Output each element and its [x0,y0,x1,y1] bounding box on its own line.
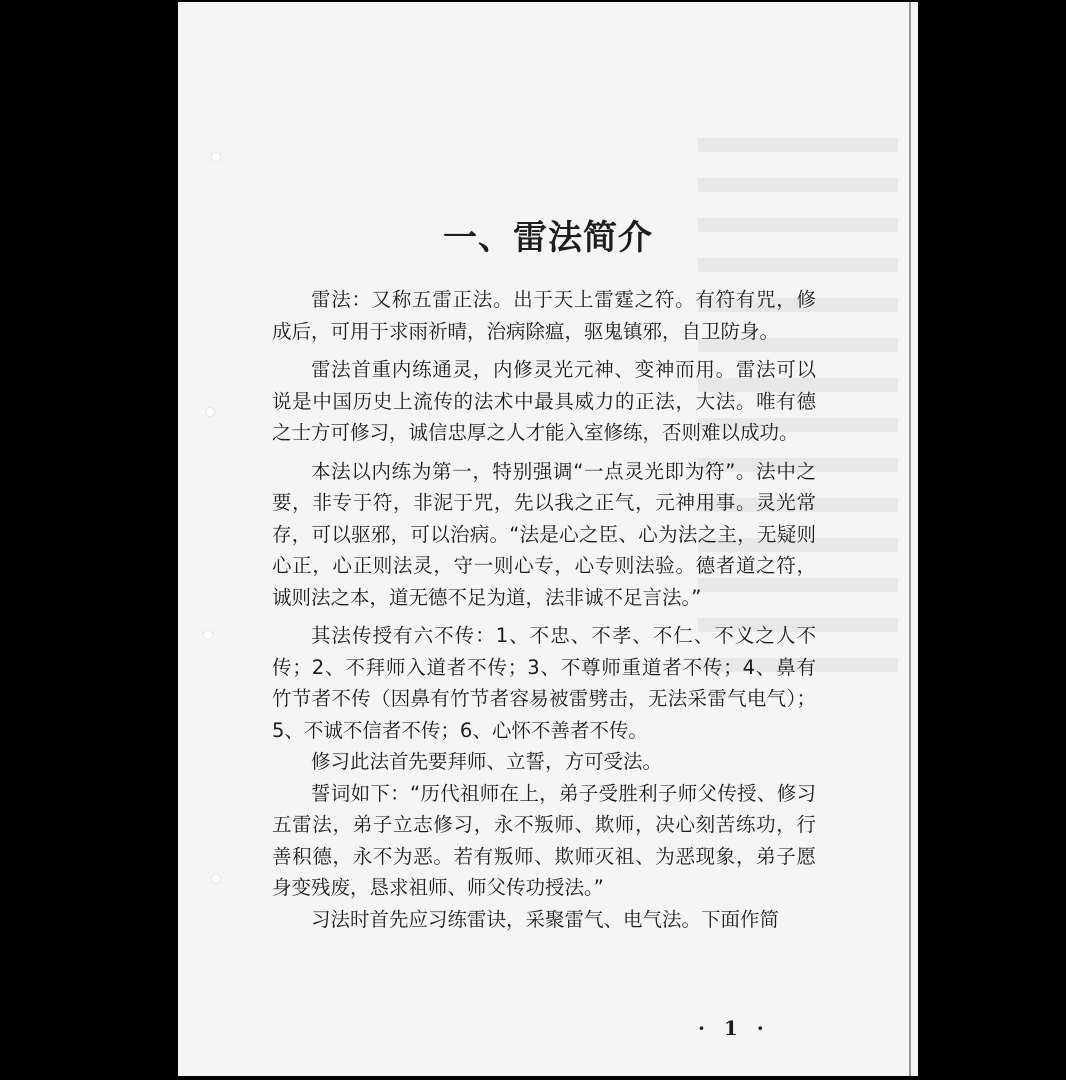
page-number: · 1 · [698,1016,770,1040]
paragraph-six-rules: 其法传授有六不传：1、不忠、不孝、不仁、不义之人不传；2、不拜师入道者不传；3、不尊师重道者不传；4、鼻有竹节者不传（因鼻有竹节者容易被雷劈击，无法采雷气电气）；5、不诚不信者不传；6、心怀不善者不传。 [272,624,816,742]
section-title: 一、雷法简介 [443,218,653,258]
paragraph-definition: 雷法：又称五雷正法。出于天上雷霆之符。有符有咒，修成后，可用于求雨祈晴，治病除瘟，驱鬼镇邪，自卫防身。 [272,288,816,343]
page-edge-line [909,2,911,1076]
paragraph-vow-text: 誓词如下：“历代祖师在上，弟子受胜利子师父传授、修习五雷法，弟子立志修习，永不叛师、欺师，决心刻苦练功，行善积德，永不为恶。若有叛师、欺师灭祖、为恶现象，弟子愿身变残废，恳求祖师、师父传功授法。” [272,781,816,899]
punch-hole [204,631,212,639]
paragraph-inner-training: 本法以内练为第一，特别强调“一点灵光即为符”。法中之要，非专于符，非泥于咒，先以我之正气，元神用事。灵光常存，可以驱邪，可以治病。“法是心之臣、心为法之主，无疑则心正，心正则法灵，守一则心专，心专则法验。德者道之符，诚则法之本，道无德不足为道，法非诚不足言法。” [272,459,816,609]
punch-hole [206,408,214,416]
punch-hole [212,875,220,883]
paragraph-emphasis: 雷法首重内练通灵，内修灵光元神、变神而用。雷法可以说是中国历史上流传的法术中最具威力的正法，大法。唯有德之士方可修习，诚信忠厚之人才能入室修练，否则难以成功。 [272,358,816,444]
document-page [178,2,918,1076]
body-text [272,284,816,935]
paragraph-practice: 习法时首先应习练雷诀，采聚雷气、电气法。下面作简 [311,907,780,931]
paragraph-vow-intro: 修习此法首先要拜师、立誓，方可受法。 [311,750,663,773]
punch-hole [212,153,220,161]
